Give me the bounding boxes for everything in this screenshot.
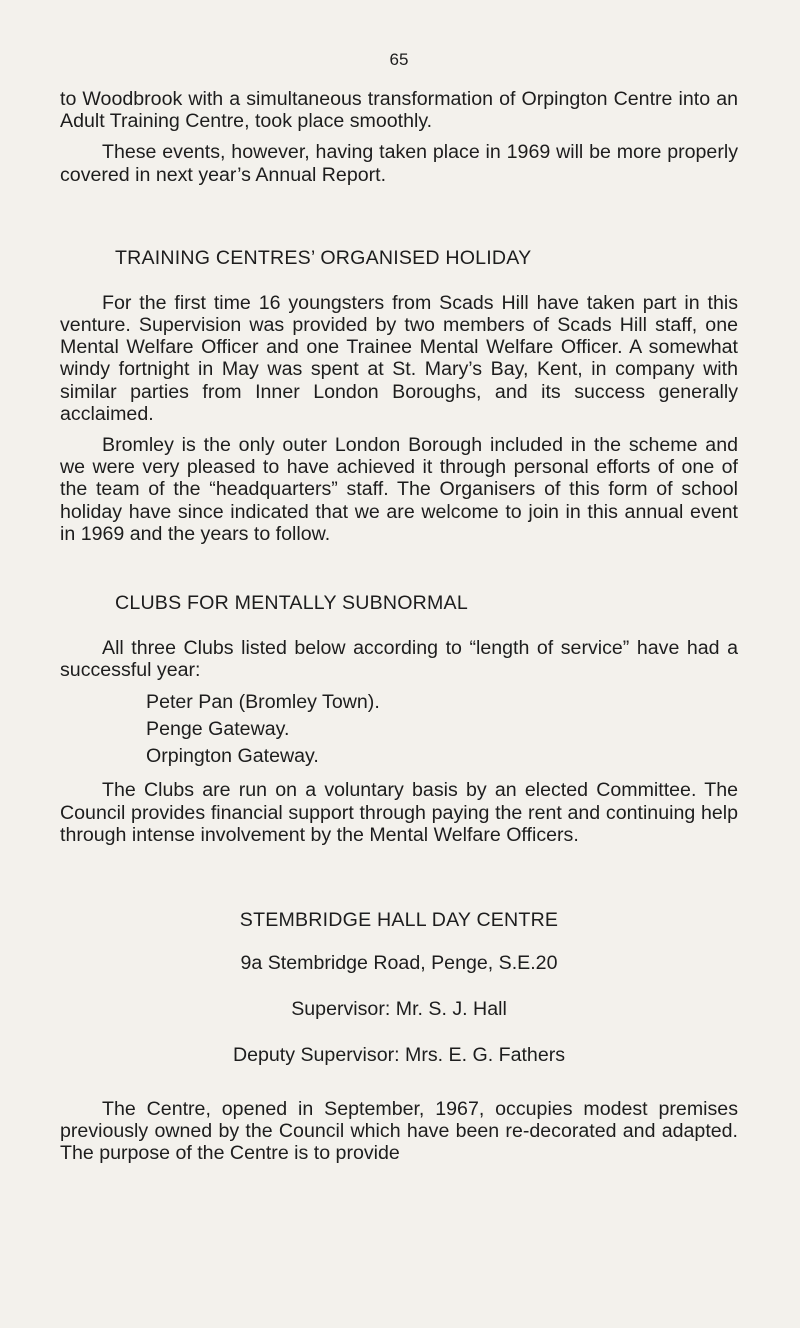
stembridge-deputy-supervisor: Deputy Supervisor: Mrs. E. G. Fathers [232,1044,566,1067]
list-item: Penge Gateway. [146,718,290,741]
page-number: 65 [389,50,409,69]
intro-continuation-paragraph: to Woodbrook with a simultaneous transformation of Orpington Centre into an Adult Training Centre, took place smoothly. [60,88,738,133]
stembridge-address: 9a Stembridge Road, Penge, S.E.20 [240,952,558,975]
stembridge-heading: STEMBRIDGE HALL DAY CENTRE [239,909,559,932]
training-centres-heading: TRAINING CENTRES’ ORGANISED HOLIDAY [115,246,532,269]
intro-events-paragraph: These events, however, having taken place in 1969 will be more properly covered in next year’s Annual Report. [60,141,738,186]
list-item: Peter Pan (Bromley Town). [146,691,380,714]
list-item: Orpington Gateway. [146,745,319,768]
stembridge-paragraph: The Centre, opened in September, 1967, occupies modest premises previously owned by the Council which have been re-decorated and adapted. The purpose of the Centre is to provide [60,1098,738,1165]
clubs-list [146,689,738,770]
clubs-heading: CLUBS FOR MENTALLY SUBNORMAL [115,592,468,615]
stembridge-supervisor: Supervisor: Mr. S. J. Hall [291,998,507,1021]
training-centres-paragraph-1: For the first time 16 youngsters from Scads Hill have taken part in this venture. Supervision was provided by two members of Scads Hill staff, one Mental Welfare Officer and one Trainee Mental Welfare Officer. A somewhat windy fortnight in May was spent at St. Mary’s Bay, Kent, in company with similar parties from Inner London Boroughs, and its success generally acclaimed. [60,291,738,425]
clubs-intro-paragraph: All three Clubs listed below according to “length of service” have had a successful year: [60,637,738,682]
clubs-paragraph: The Clubs are run on a voluntary basis by an elected Committee. The Council provides financial support through paying the rent and continuing help through intense involvement by the Mental Welfare Officers. [60,779,738,846]
training-centres-paragraph-2: Bromley is the only outer London Borough included in the scheme and we were very pleased to have achieved it through personal efforts of one of the team of the “headquarters” staff. The Organisers of this form of school holiday have since indicated that we are welcome to join in this annual event in 1969 and the years to follow. [60,434,738,545]
